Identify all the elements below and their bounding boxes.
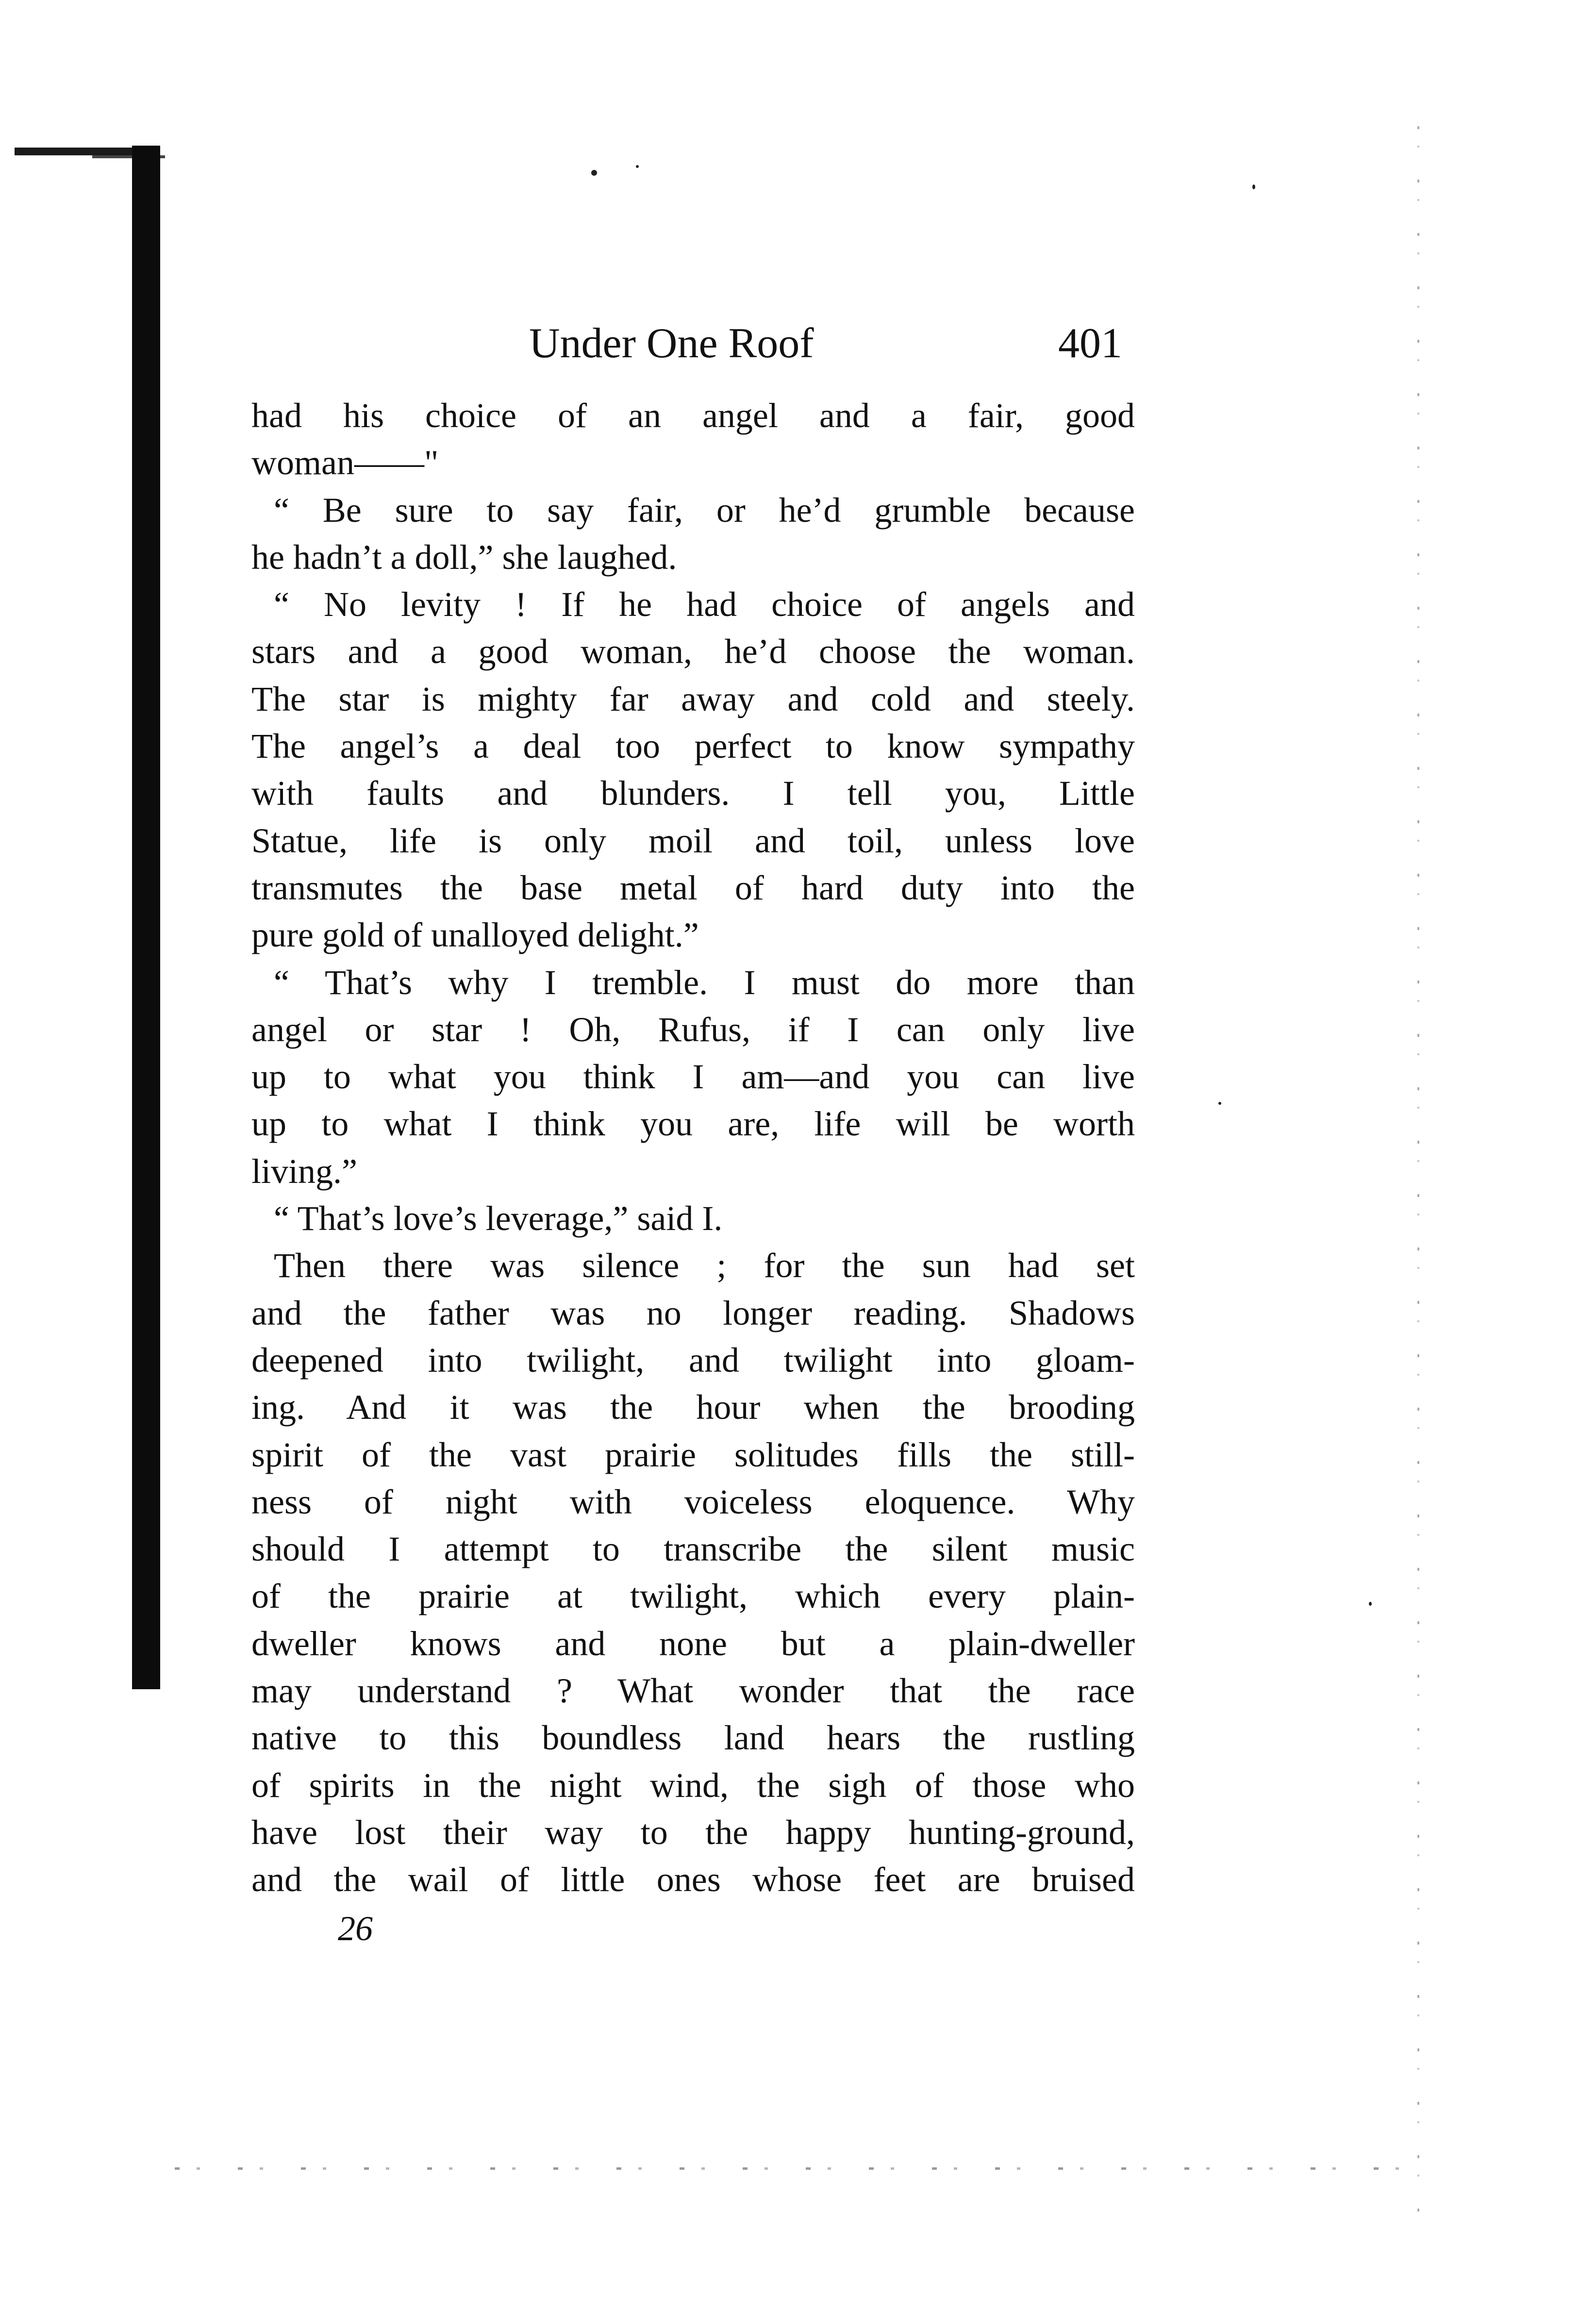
text-line: “ That’s love’s leverage,” said I. [274, 1199, 723, 1238]
page-number: 401 [1058, 320, 1122, 367]
page-edge-bottom [175, 2167, 1427, 2170]
scan-speck [636, 165, 639, 168]
page-edge-right [1417, 126, 1419, 2213]
text-line: deepened into twilight, and twilight into gloam- [251, 1340, 1135, 1380]
running-title: Under One Roof [529, 320, 814, 367]
text-line: he hadn’t a doll,” she laughed. [251, 537, 677, 577]
text-line: may understand ? What wonder that the race [251, 1671, 1135, 1711]
text-line: dweller knows and none but a plain-dweller [251, 1624, 1135, 1663]
scan-speck [1218, 1102, 1221, 1105]
text-line: should I attempt to transcribe the silent music [251, 1530, 1135, 1569]
text-line: “ Be sure to say fair, or he’d grumble because [274, 490, 1135, 530]
text-line: with faults and blunders. I tell you, Little [251, 774, 1135, 813]
text-line: Statue, life is only moil and toil, unless love [251, 821, 1135, 860]
text-line: woman——" [251, 443, 439, 482]
text-line: and the father was no longer reading. Shadows [251, 1293, 1135, 1332]
text-line: and the wail of little ones whose feet are bruised [251, 1860, 1135, 1899]
text-line: angel or star ! Oh, Rufus, if I can only live [251, 1010, 1135, 1049]
text-line: have lost their way to the happy hunting-ground, [251, 1813, 1135, 1852]
text-line: “ That’s why I tremble. I must do more than [274, 963, 1135, 1002]
text-line: The star is mighty far away and cold and steely. [251, 679, 1135, 718]
text-line: of the prairie at twilight, which every plain- [251, 1577, 1135, 1616]
scan-speck [1252, 184, 1255, 189]
scan-speck [591, 170, 597, 176]
text-line: ing. And it was the hour when the brooding [251, 1388, 1135, 1427]
text-line: Then there was silence ; for the sun had set [274, 1246, 1135, 1285]
text-line: ness of night with voiceless eloquence. Why [251, 1482, 1135, 1521]
scan-speck [1369, 1602, 1372, 1606]
binding-edge [132, 146, 160, 1689]
text-line: native to this boundless land hears the rustling [251, 1718, 1135, 1758]
text-line: had his choice of an angel and a fair, good [251, 396, 1135, 435]
text-line: up to what you think I am—and you can live [251, 1057, 1135, 1097]
text-line: pure gold of unalloyed delight.” [251, 915, 699, 955]
text-line: up to what I think you are, life will be worth [251, 1104, 1135, 1144]
text-line: of spirits in the night wind, the sigh of those who [251, 1765, 1135, 1805]
running-header [529, 315, 1131, 373]
text-line: The angel’s a deal too perfect to know sympathy [251, 727, 1135, 766]
signature-mark: 26 [338, 1909, 373, 1948]
text-line: spirit of the vast prairie solitudes fills the still- [251, 1435, 1135, 1474]
text-line: transmutes the base metal of hard duty into the [251, 868, 1135, 907]
body-text [251, 392, 1135, 1904]
text-line: “ No levity ! If he had choice of angels and [274, 585, 1135, 624]
text-line: living.” [251, 1151, 357, 1191]
text-line: stars and a good woman, he’d choose the woman. [251, 632, 1135, 671]
